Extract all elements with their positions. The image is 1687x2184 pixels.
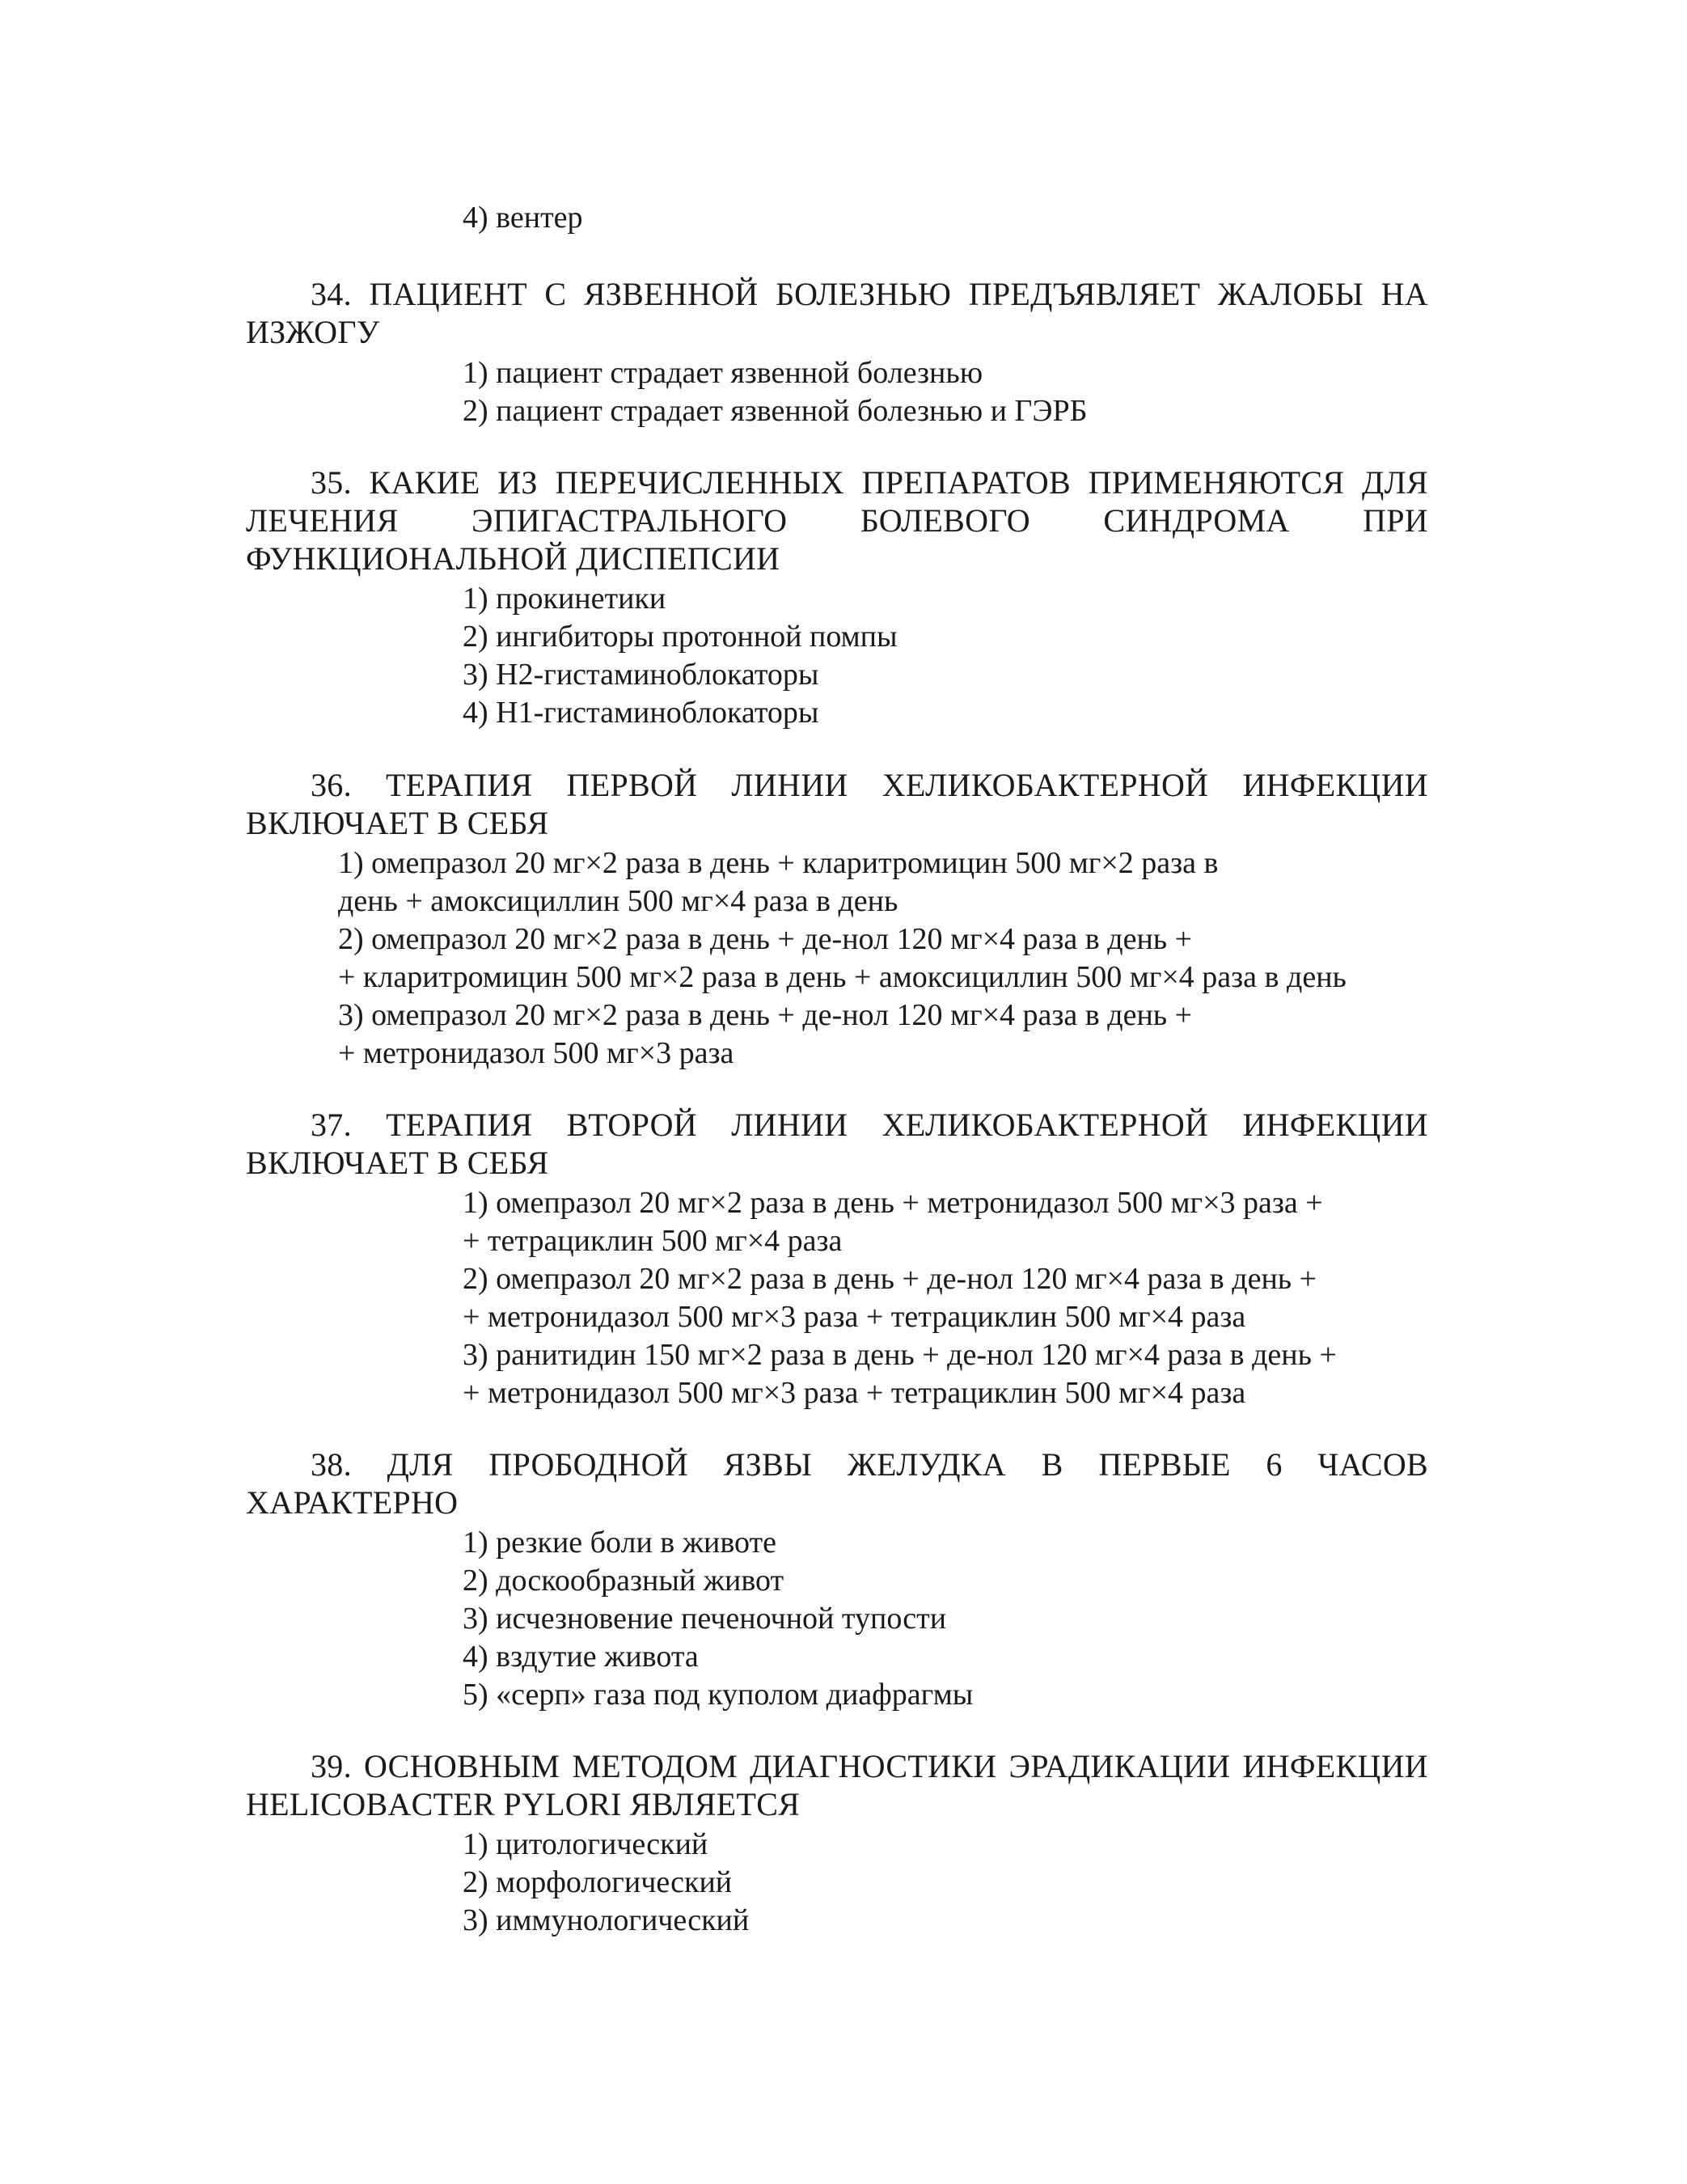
answer-option: 3) ранитидин 150 мг×2 раза в день + де-нол 120 мг×4 раза в день + — [463, 1338, 1337, 1372]
answer-option: 3) иммунологический — [463, 1903, 750, 1937]
answer-option: 3) Н2-гистаминоблокаторы — [463, 658, 819, 692]
answer-option: 1) омепразол 20 мг×2 раза в день + кларитромицин 500 мг×2 раза в — [338, 846, 1219, 880]
answer-option: день + амоксициллин 500 мг×4 раза в день — [338, 884, 898, 918]
question-38: 38. ДЛЯ ПРОБОДНОЙ ЯЗВЫ ЖЕЛУДКА В ПЕРВЫЕ 6 ЧАСОВ ХАРАКТЕРНО — [246, 1446, 1428, 1521]
answer-option: 2) морфологический — [463, 1865, 733, 1899]
answer-option: 5) «серп» газа под куполом диафрагмы — [463, 1678, 974, 1712]
answer-option: 3) исчезновение печеночной тупости — [463, 1602, 947, 1636]
answer-option: + тетрациклин 500 мг×4 раза — [463, 1224, 843, 1258]
question-39: 39. ОСНОВНЫМ МЕТОДОМ ДИАГНОСТИКИ ЭРАДИКАЦИИ ИНФЕКЦИИ HELICOBACTER PYLORI ЯВЛЯЕТСЯ — [246, 1748, 1428, 1822]
answer-option: 1) пациент страдает язвенной болезнью — [463, 356, 983, 390]
question-37: 37. ТЕРАПИЯ ВТОРОЙ ЛИНИИ ХЕЛИКОБАКТЕРНОЙ ИНФЕКЦИИ ВКЛЮЧАЕТ В СЕБЯ — [246, 1107, 1428, 1181]
answer-option: + метронидазол 500 мг×3 раза + тетрациклин 500 мг×4 раза — [463, 1300, 1246, 1334]
answer-option: 4) Н1-гистаминоблокаторы — [463, 696, 819, 730]
answer-option: 3) омепразол 20 мг×2 раза в день + де-нол 120 мг×4 раза в день + — [338, 998, 1193, 1032]
answer-option: 4) вздутие живота — [463, 1640, 699, 1674]
question-35: 35. КАКИЕ ИЗ ПЕРЕЧИСЛЕННЫХ ПРЕПАРАТОВ ПРИМЕНЯЮТСЯ ДЛЯ ЛЕЧЕНИЯ ЭПИГАСТРАЛЬНОГО БОЛЕВОГО СИНДРОМА ПРИ ФУНКЦИОНАЛЬНОЙ ДИСПЕПСИИ — [246, 464, 1428, 577]
answer-option: 2) пациент страдает язвенной болезнью и ГЭРБ — [463, 394, 1088, 428]
question-34: 34. ПАЦИЕНТ С ЯЗВЕННОЙ БОЛЕЗНЬЮ ПРЕДЪЯВЛЯЕТ ЖАЛОБЫ НА ИЗЖОГУ — [246, 276, 1428, 350]
answer-option: 1) омепразол 20 мг×2 раза в день + метронидазол 500 мг×3 раза + — [463, 1186, 1323, 1220]
answer-option: + метронидазол 500 мг×3 раза — [338, 1036, 734, 1070]
answer-option: + кларитромицин 500 мг×2 раза в день + амоксициллин 500 мг×4 раза в день — [338, 960, 1347, 994]
answer-option: + метронидазол 500 мг×3 раза + тетрациклин 500 мг×4 раза — [463, 1376, 1246, 1410]
answer-option: 1) резкие боли в животе — [463, 1526, 776, 1560]
answer-option: 2) омепразол 20 мг×2 раза в день + де-нол 120 мг×4 раза в день + — [338, 922, 1193, 956]
question-36: 36. ТЕРАПИЯ ПЕРВОЙ ЛИНИИ ХЕЛИКОБАКТЕРНОЙ ИНФЕКЦИИ ВКЛЮЧАЕТ В СЕБЯ — [246, 767, 1428, 841]
answer-option: 2) ингибиторы протонной помпы — [463, 620, 898, 654]
answer-option: 2) доскообразный живот — [463, 1564, 784, 1598]
answer-option: 1) прокинетики — [463, 582, 666, 616]
answer-option: 2) омепразол 20 мг×2 раза в день + де-нол 120 мг×4 раза в день + — [463, 1262, 1317, 1296]
answer-option: 4) вентер — [463, 201, 583, 235]
answer-option: 1) цитологический — [463, 1827, 708, 1861]
